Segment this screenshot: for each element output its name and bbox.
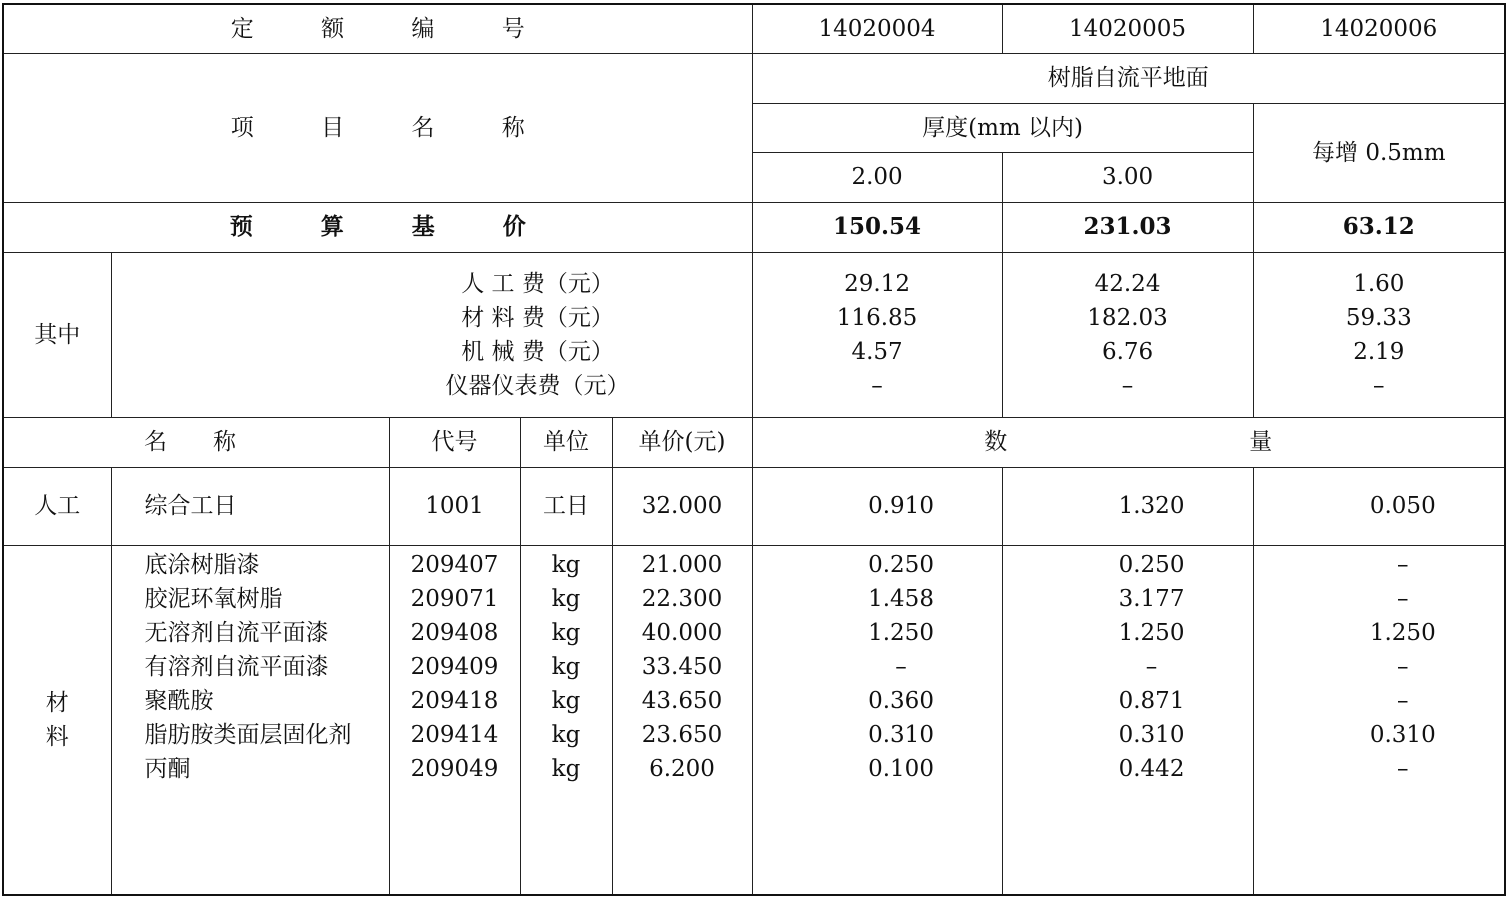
- labor-qty-2: 1.320: [1002, 467, 1253, 545]
- material-name: 有溶剂自流平面漆: [144, 653, 329, 680]
- material-code: 209049: [410, 755, 499, 782]
- fee-label-material: 材 料 费（元）: [461, 304, 614, 331]
- material-name: 无溶剂自流平面漆: [144, 619, 329, 646]
- material-price: 33.450: [641, 653, 723, 680]
- labor-qty-3: 0.050: [1253, 467, 1505, 545]
- fee-value: 6.76: [1101, 338, 1154, 365]
- fee-value: –: [871, 372, 883, 399]
- material-prices: [612, 545, 752, 895]
- material-qty: 0.360: [868, 687, 934, 714]
- material-qty: 1.458: [868, 585, 934, 612]
- material-unit: kg: [551, 653, 581, 680]
- material-names: [111, 545, 389, 895]
- base-price-2: 231.03: [1002, 202, 1253, 252]
- material-qty: 1.250: [868, 619, 934, 646]
- fee-value: 29.12: [844, 270, 910, 297]
- base-price-label: 预 算 基 价: [3, 202, 752, 252]
- material-unit: kg: [551, 721, 581, 748]
- base-price-row: [3, 202, 1505, 252]
- material-codes: [389, 545, 520, 895]
- column-header-row: [3, 417, 1505, 467]
- material-qty: 0.310: [868, 721, 934, 748]
- material-unit: kg: [551, 551, 581, 578]
- material-qty: 3.177: [1118, 585, 1185, 612]
- labor-unit: 工日: [520, 467, 612, 545]
- fee-value: 2.19: [1353, 338, 1405, 365]
- material-qty-col-1: [752, 545, 1002, 895]
- quota-code-2: 14020005: [1002, 4, 1253, 53]
- col-header-unit: 单位: [520, 417, 612, 467]
- material-price: 6.200: [649, 755, 715, 782]
- labor-row: [3, 467, 1505, 545]
- materials-group-label: [3, 545, 111, 895]
- base-price-3: 63.12: [1253, 202, 1505, 252]
- breakdown-label: 其中: [3, 252, 111, 417]
- col-header-code: 代号: [389, 417, 520, 467]
- material-qty: 0.442: [1118, 755, 1185, 782]
- item-name-label: 项 目 名 称: [3, 53, 752, 202]
- material-price: 40.000: [641, 619, 723, 646]
- material-code: 209407: [410, 551, 499, 578]
- material-qty-col-3: [1253, 545, 1505, 895]
- material-qty: 1.250: [1369, 619, 1436, 646]
- base-price-1: 150.54: [752, 202, 1002, 252]
- material-unit: kg: [551, 755, 581, 782]
- material-qty: 0.250: [1118, 551, 1185, 578]
- fee-values-col-3: [1253, 252, 1505, 417]
- material-code: 209409: [410, 653, 499, 680]
- material-qty: 0.871: [1118, 687, 1185, 714]
- fee-label-instrument: 仪器仪表费（元）: [445, 372, 630, 399]
- col-header-name: 名 称: [3, 417, 389, 467]
- material-qty: –: [1397, 585, 1409, 612]
- quota-code-label: 定 额 编 号: [3, 4, 752, 53]
- material-name: 脂肪胺类面层固化剂: [144, 721, 352, 748]
- fee-value: 1.60: [1353, 270, 1405, 297]
- material-code: 209408: [410, 619, 499, 646]
- labor-name: 综合工日: [111, 467, 389, 545]
- category-label: 树脂自流平地面: [752, 53, 1505, 103]
- material-qty: –: [1397, 755, 1409, 782]
- material-qty: –: [895, 653, 907, 680]
- quota-code-1: 14020004: [752, 4, 1002, 53]
- material-price: 23.650: [641, 721, 723, 748]
- material-qty: 0.310: [1369, 721, 1436, 748]
- material-name: 胶泥环氧树脂: [144, 585, 283, 612]
- material-qty: 0.310: [1118, 721, 1185, 748]
- thickness-value-1: 2.00: [752, 152, 1002, 202]
- material-name: 丙酮: [144, 755, 191, 782]
- quota-table: [2, 3, 1506, 896]
- fee-value: 4.57: [851, 338, 903, 365]
- thickness-value-2: 3.00: [1002, 152, 1253, 202]
- materials-group-char-1: 材: [45, 689, 69, 716]
- fee-value: –: [1121, 372, 1134, 399]
- material-price: 21.000: [641, 551, 723, 578]
- fee-values-col-2: [1002, 252, 1253, 417]
- material-code: 209071: [410, 585, 499, 612]
- materials-group-char-2: 料: [45, 723, 69, 750]
- material-qty: 1.250: [1118, 619, 1185, 646]
- col-header-quantity-1: 数: [984, 429, 1008, 455]
- fee-value: 116.85: [836, 304, 918, 331]
- material-unit: kg: [551, 619, 581, 646]
- quota-code-row: [3, 4, 1505, 53]
- material-code: 209414: [410, 721, 499, 748]
- material-qty: 0.100: [868, 755, 934, 782]
- quota-code-3: 14020006: [1253, 4, 1505, 53]
- material-unit: kg: [551, 687, 581, 714]
- thickness-label: 厚度(mm 以内): [752, 103, 1253, 152]
- material-units: [520, 545, 612, 895]
- material-qty: –: [1397, 687, 1409, 714]
- materials-row: [3, 545, 1505, 895]
- material-qty: –: [1145, 653, 1158, 680]
- labor-price: 32.000: [612, 467, 752, 545]
- fee-value: 182.03: [1087, 304, 1168, 331]
- labor-group-label: 人工: [3, 467, 111, 545]
- fee-value: –: [1373, 372, 1385, 399]
- material-name: 底涂树脂漆: [144, 551, 260, 578]
- increment-label: 每增 0.5mm: [1253, 103, 1505, 202]
- fee-label-machine: 机 械 费（元）: [461, 338, 614, 365]
- material-price: 22.300: [641, 585, 723, 612]
- col-header-quantity-2: 量: [1249, 429, 1273, 455]
- labor-qty-1: 0.910: [752, 467, 1002, 545]
- col-header-unit-price: 单价(元): [612, 417, 752, 467]
- fee-label-list: [111, 252, 752, 417]
- material-qty: –: [1397, 653, 1409, 680]
- material-unit: kg: [551, 585, 581, 612]
- fee-value: 42.24: [1094, 270, 1161, 297]
- col-header-quantity: [752, 417, 1505, 467]
- fee-values-col-1: [752, 252, 1002, 417]
- material-code: 209418: [410, 687, 499, 714]
- material-qty-col-2: [1002, 545, 1253, 895]
- breakdown-row: [3, 252, 1505, 417]
- material-qty: –: [1397, 551, 1409, 578]
- fee-label-labor: 人 工 费（元）: [461, 270, 614, 297]
- material-name: 聚酰胺: [144, 687, 214, 714]
- material-qty: 0.250: [868, 551, 934, 578]
- material-price: 43.650: [641, 687, 723, 714]
- labor-code: 1001: [389, 467, 520, 545]
- fee-value: 59.33: [1345, 304, 1412, 331]
- category-row: [3, 53, 1505, 103]
